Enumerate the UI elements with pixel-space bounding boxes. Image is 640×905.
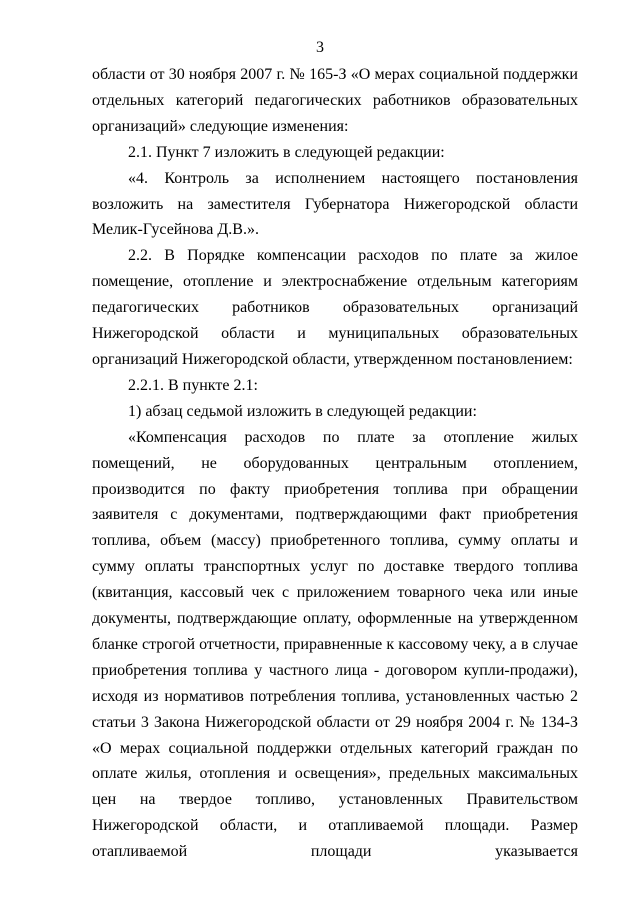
paragraph-control-clause: «4. Контроль за исполнением настоящего постановления возложить на заместителя Губернатора Нижегородской области Мелик-Гусейнова Д.В.». bbox=[92, 169, 578, 239]
paragraph-2-1: 2.1. Пункт 7 изложить в следующей редакции: bbox=[128, 143, 445, 161]
paragraph-compensation-text: «Компенсация расходов по плате за отопление жилых помещений, не оборудованных центральным отоплением, производится по факту приобретения топлива при обращении заявителя с документами, подтверждающими факт приобретения топлива, объем (массу) приобретенного топлива, сумму оплаты и сумму оплаты транспортных услуг по доставке твердого топлива (квитанция, кассовый чек с приложением товарного чека или иные документы, подтверждающие оплату, оформленные на утвержденном бланке строгой отчетности, приравненные к кассовому чеку, а в случае приобретения топлива у частного лица - договором купли-продажи), исходя из нормативов потребления топлива, установленных частью 2 статьи 3 Закона Нижегородской области от 29 ноября 2004 г. № 134-З «О мерах социальной поддержки отдельных категорий граждан по оплате жилья, отопления и освещения», предельных максимальных цен на твердое топливо, установленных Правительством Нижегородской области, и отапливаемой площади. Размер отапливаемой площади указывается bbox=[92, 428, 578, 861]
paragraph-2-2: 2.2. В Порядке компенсации расходов по плате за жилое помещение, отопление и электроснабжение отдельным категориям педагогических работников образовательных организаций Нижегородской области и муниципальных образовательных организаций Нижегородской области, утвержденном постановлением: bbox=[92, 247, 578, 368]
document-body bbox=[92, 62, 578, 865]
paragraph-item-1: 1) абзац седьмой изложить в следующей редакции: bbox=[128, 402, 477, 420]
paragraph-intro-continuation: области от 30 ноября 2007 г. № 165-З «О мерах социальной поддержки отдельных категорий педагогических работников образовательных организаций» следующие изменения: bbox=[92, 66, 578, 135]
page-number: 3 bbox=[316, 39, 324, 56]
paragraph-2-2-1: 2.2.1. В пункте 2.1: bbox=[128, 376, 258, 394]
